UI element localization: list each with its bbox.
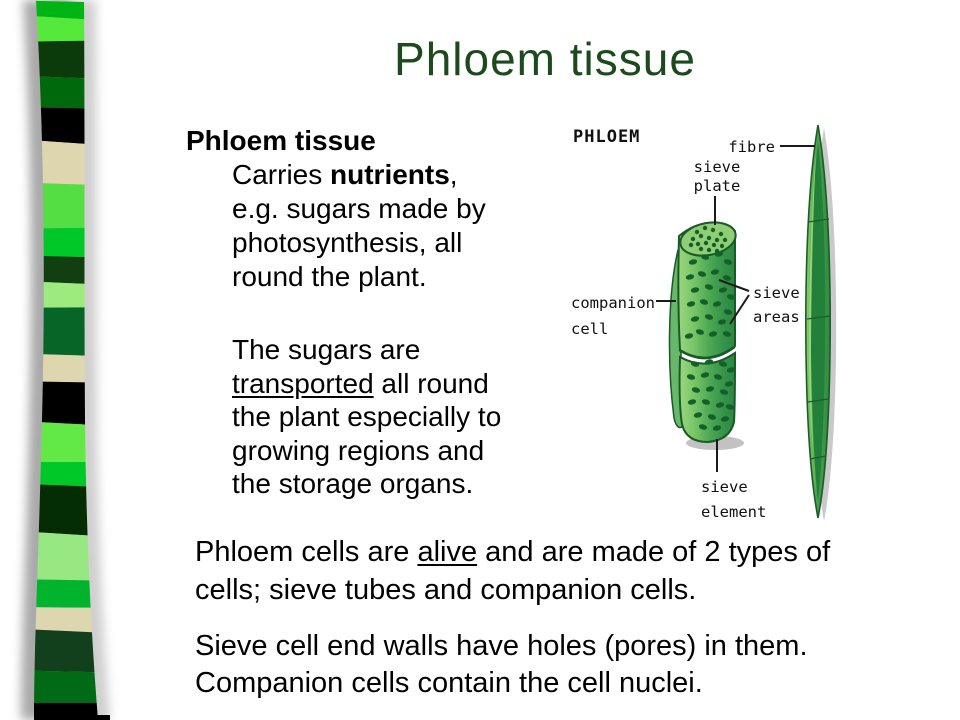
text-segment: Sieve cell end walls have holes (pores) in them.	[195, 630, 808, 662]
decorative-ribbon	[0, 0, 130, 720]
text-segment: The sugars are	[232, 334, 421, 365]
text-segment: the plant especially to	[232, 401, 502, 432]
plate-pore	[719, 232, 723, 236]
text-segment: cells; sieve tubes and companion cells.	[195, 574, 697, 606]
text-line	[232, 434, 501, 468]
text-line	[195, 628, 808, 665]
ribbon-stripe	[0, 353, 130, 383]
ribbon-stripe	[0, 381, 130, 427]
plate-pore	[711, 228, 715, 232]
ribbon-stripe	[0, 483, 130, 538]
diagram-heading: PHLOEM	[573, 127, 641, 147]
companion-cell-label-2: cell	[571, 320, 609, 338]
text-segment: transported	[232, 367, 374, 399]
text-line	[232, 367, 501, 401]
body-heading: Phloem tissue	[186, 125, 376, 156]
text-segment: alive	[417, 536, 478, 568]
ribbon-stripe	[0, 107, 130, 147]
plate-pore	[704, 241, 708, 245]
text-line	[232, 400, 501, 434]
ribbon-stripe	[0, 138, 130, 186]
ribbon-stripe	[0, 307, 130, 357]
text-segment: growing regions and	[232, 434, 485, 466]
text-segment: Phloem cells are	[195, 536, 418, 568]
phloem-diagram	[565, 112, 960, 537]
ribbon-stripe	[0, 607, 130, 634]
ribbon-stripe	[0, 530, 130, 581]
sieve-plate-label-1: sieve	[693, 158, 741, 176]
text-segment: ,	[449, 159, 458, 190]
text-line	[232, 192, 486, 226]
plate-pore	[707, 248, 711, 252]
ribbon-stripes	[0, 0, 130, 720]
fibre-label: fibre	[728, 138, 775, 156]
sieve-areas-label-1: sieve	[753, 284, 800, 302]
text-segment: and are made of 2 types of	[477, 536, 831, 568]
text-segment: e.g. sugars made by	[232, 193, 486, 224]
paragraph-1-lines	[232, 158, 486, 294]
plate-pore	[695, 230, 699, 234]
ribbon-stripe	[0, 670, 130, 703]
ribbon-stripe	[0, 420, 130, 462]
text-line	[232, 226, 486, 260]
text-line	[232, 260, 486, 294]
companion-cell-label-1: companion	[571, 294, 655, 312]
ribbon-stripe	[0, 462, 130, 488]
plate-pore	[689, 243, 693, 247]
plate-pore	[712, 243, 716, 247]
plate-pore	[703, 226, 707, 230]
text-line	[232, 467, 501, 501]
text-line	[195, 533, 830, 571]
sieve-element-label-1: sieve	[701, 478, 748, 496]
ribbon-stripe	[0, 14, 130, 42]
sieve-plate-label-2: plate	[693, 177, 741, 195]
text-segment: the storage organs.	[232, 468, 474, 499]
plate-pore	[699, 247, 703, 251]
text-segment: all round	[373, 367, 489, 399]
page-title: Phloem tissue	[394, 33, 696, 85]
plate-pore	[699, 234, 703, 238]
body-paragraph-1	[186, 124, 486, 294]
body-paragraph-4	[195, 628, 808, 702]
sieve-areas-label-2: areas	[753, 308, 800, 326]
ribbon-stripe	[0, 40, 130, 80]
ribbon-stripe	[0, 227, 130, 258]
ribbon-stripe	[0, 280, 130, 308]
text-segment: nutrients	[330, 159, 450, 190]
text-segment: Carries	[232, 159, 331, 190]
ribbon-stripe	[0, 579, 130, 608]
plate-pore	[723, 238, 727, 242]
plate-pore	[720, 244, 724, 248]
text-line	[195, 571, 830, 609]
ribbon-svg	[0, 0, 130, 720]
plate-pore	[691, 237, 695, 241]
body-paragraph-3	[195, 533, 830, 609]
text-segment: round the plant.	[232, 261, 427, 292]
ribbon-stripe	[0, 628, 130, 673]
text-segment: Companion cells contain the cell nuclei.	[195, 667, 703, 699]
body-paragraph-2	[232, 333, 501, 501]
text-line	[232, 158, 486, 192]
ribbon-stripe	[0, 182, 130, 229]
text-line	[232, 333, 501, 367]
sieve-element-lower	[680, 353, 735, 442]
plate-pore	[696, 242, 700, 246]
plate-pore	[715, 238, 719, 242]
text-segment: photosynthesis, all	[232, 227, 463, 258]
ribbon-stripe	[0, 75, 130, 109]
phloem-diagram-svg	[565, 112, 960, 532]
plate-pore	[707, 236, 711, 240]
bottom-accent-line	[35, 715, 110, 720]
text-line	[195, 665, 808, 702]
sieve-element-label-2: element	[701, 503, 767, 521]
ribbon-stripe	[0, 255, 130, 286]
